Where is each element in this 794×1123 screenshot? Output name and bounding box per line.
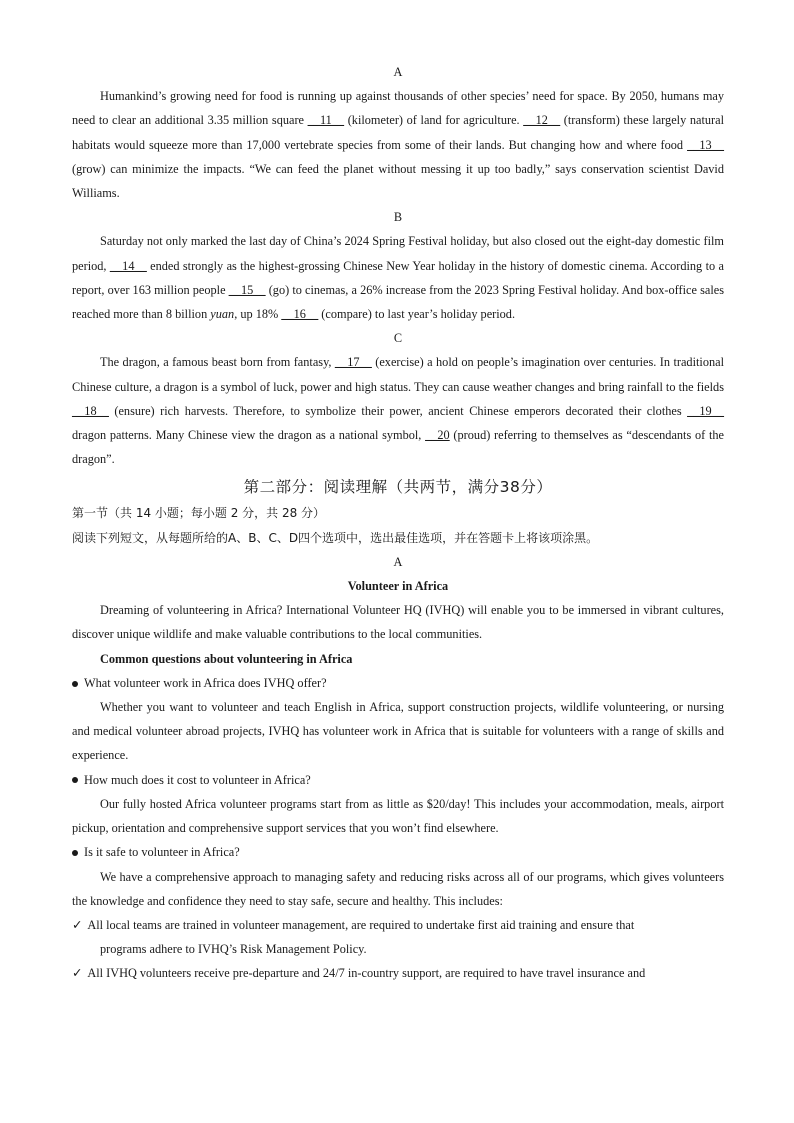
section-letter-a: A: [393, 65, 403, 79]
blank-14: __14__: [109, 258, 147, 273]
text: (proud) referring to themselves as “descendants of the dragon”.: [72, 428, 724, 467]
check-icon: ✓: [72, 966, 83, 981]
answer-3: We have a comprehensive approach to managing safety and reducing risks across all of our programs, which gives volunteers the knowledge and confidence they need to stay safe, secure and healthy. This includes:: [72, 869, 724, 908]
check-item-1-continued: programs adhere to IVHQ’s Risk Management Policy.: [100, 942, 367, 957]
section-letter-c: C: [393, 331, 403, 346]
text: Saturday not only marked the last day of China’s 2024 Spring Festival holiday, but also closed out the eight-day domestic film period,: [72, 234, 724, 273]
question-2: [72, 768, 724, 792]
check-item-text: All IVHQ volunteers receive pre-departure and 24/7 in-country support, are required to have travel insurance and: [87, 966, 646, 981]
instruction-text: 阅读下列短文，从每题所给的A、B、C、D四个选项中，选出最佳选项，并在答题卡上将该项涂黑。: [72, 530, 599, 545]
text: (kilometer) of land for agriculture.: [344, 113, 524, 128]
question-text: What volunteer work in Africa does IVHQ offer?: [84, 675, 327, 690]
document-page: [72, 60, 724, 986]
faq-title: Common questions about volunteering in Africa: [100, 651, 353, 666]
blank-12: __12__: [523, 113, 561, 128]
text: (exercise) a hold on people’s imagination over centuries. In traditional Chinese culture, a dragon is a symbol of luck, power and high status. They can cause weather changes and bring rainfall to the fields: [72, 355, 724, 394]
text: , up 18%: [234, 307, 282, 322]
question-text: Is it safe to volunteer in Africa?: [84, 845, 240, 860]
bullet-icon: [72, 777, 78, 783]
text: (grow) can minimize the impacts. “We can feed the planet without messing it up too badly,” says conservation scientist David Williams.: [72, 161, 724, 201]
check-icon: ✓: [72, 917, 83, 932]
passage-title: Volunteer in Africa: [347, 579, 449, 594]
passage-a-paragraph: [72, 84, 724, 205]
bullet-icon: [72, 681, 78, 687]
blank-15: __15__: [228, 282, 266, 297]
passage-c-paragraph: [72, 350, 724, 471]
text: dragon patterns. Many Chinese view the dragon as a national symbol,: [72, 428, 426, 443]
blank-18: __18__: [72, 403, 109, 418]
question-1: [72, 671, 724, 695]
intro-paragraph: Dreaming of volunteering in Africa? International Volunteer HQ (IVHQ) will enable you to be immersed in vibrant cultures, discover unique wildlife and make valuable contributions to the local communities.: [72, 603, 724, 642]
blank-13: __13__: [687, 137, 724, 152]
text: (transform) these largely natural habitats would squeeze more than 17,000 vertebrate species from some of their lands. But changing how and where food: [72, 113, 725, 152]
blank-11: __11__: [307, 113, 345, 128]
question-text: How much does it cost to volunteer in Africa?: [84, 772, 311, 787]
text: (compare) to last year’s holiday period.: [318, 307, 516, 322]
blank-16: __16__: [281, 307, 319, 322]
text: ended strongly as the highest-grossing Chinese New Year holiday in the history of domestic cinema. According to a report, over 163 million people: [72, 258, 724, 297]
bullet-icon: [72, 850, 78, 856]
check-item-1: [72, 913, 724, 937]
passage-letter: A: [393, 554, 403, 569]
text: Humankind’s growing need for food is running up against thousands of other species’ need for space. By 2050, humans may need to clear an additional 3.35 million square: [72, 89, 724, 128]
text: The dragon, a famous beast born from fantasy,: [100, 355, 335, 370]
answer-1: Whether you want to volunteer and teach English in Africa, support construction projects, wildlife volunteering, or nursing and medical volunteer abroad projects, IVHQ has volunteer work in Africa that is suitable for volunteers with a range of skills and experience.: [72, 700, 724, 763]
check-item-2: [72, 961, 724, 985]
part-two-heading: 第二部分：阅读理解（共两节，满分38分）: [243, 478, 553, 497]
blank-17: __17__: [334, 355, 372, 370]
section-letter-b: B: [393, 210, 403, 225]
yuan-word: yuan: [210, 307, 235, 322]
passage-b-paragraph: [72, 229, 724, 326]
text: (ensure) rich harvests. Therefore, to symbolize their power, ancient Chinese emperors decorated their clothes: [108, 403, 688, 418]
section-one-title: 第一节（共 14 小题；每小题 2 分，共 28 分）: [72, 506, 326, 521]
text: (go) to cinemas, a 26% increase from the 2023 Spring Festival holiday. And box-office sales reached more than 8 billion: [72, 282, 724, 322]
blank-19: __19__: [687, 403, 724, 418]
answer-2: Our fully hosted Africa volunteer programs start from as little as $20/day! This includes your accommodation, meals, airport pickup, orientation and comprehensive support services that you won’t find elsewhere.: [72, 796, 724, 836]
blank-20: __20: [425, 428, 450, 443]
question-3: [72, 840, 724, 864]
check-item-text: All local teams are trained in volunteer management, are required to undertake first aid training and ensure that: [87, 917, 635, 932]
